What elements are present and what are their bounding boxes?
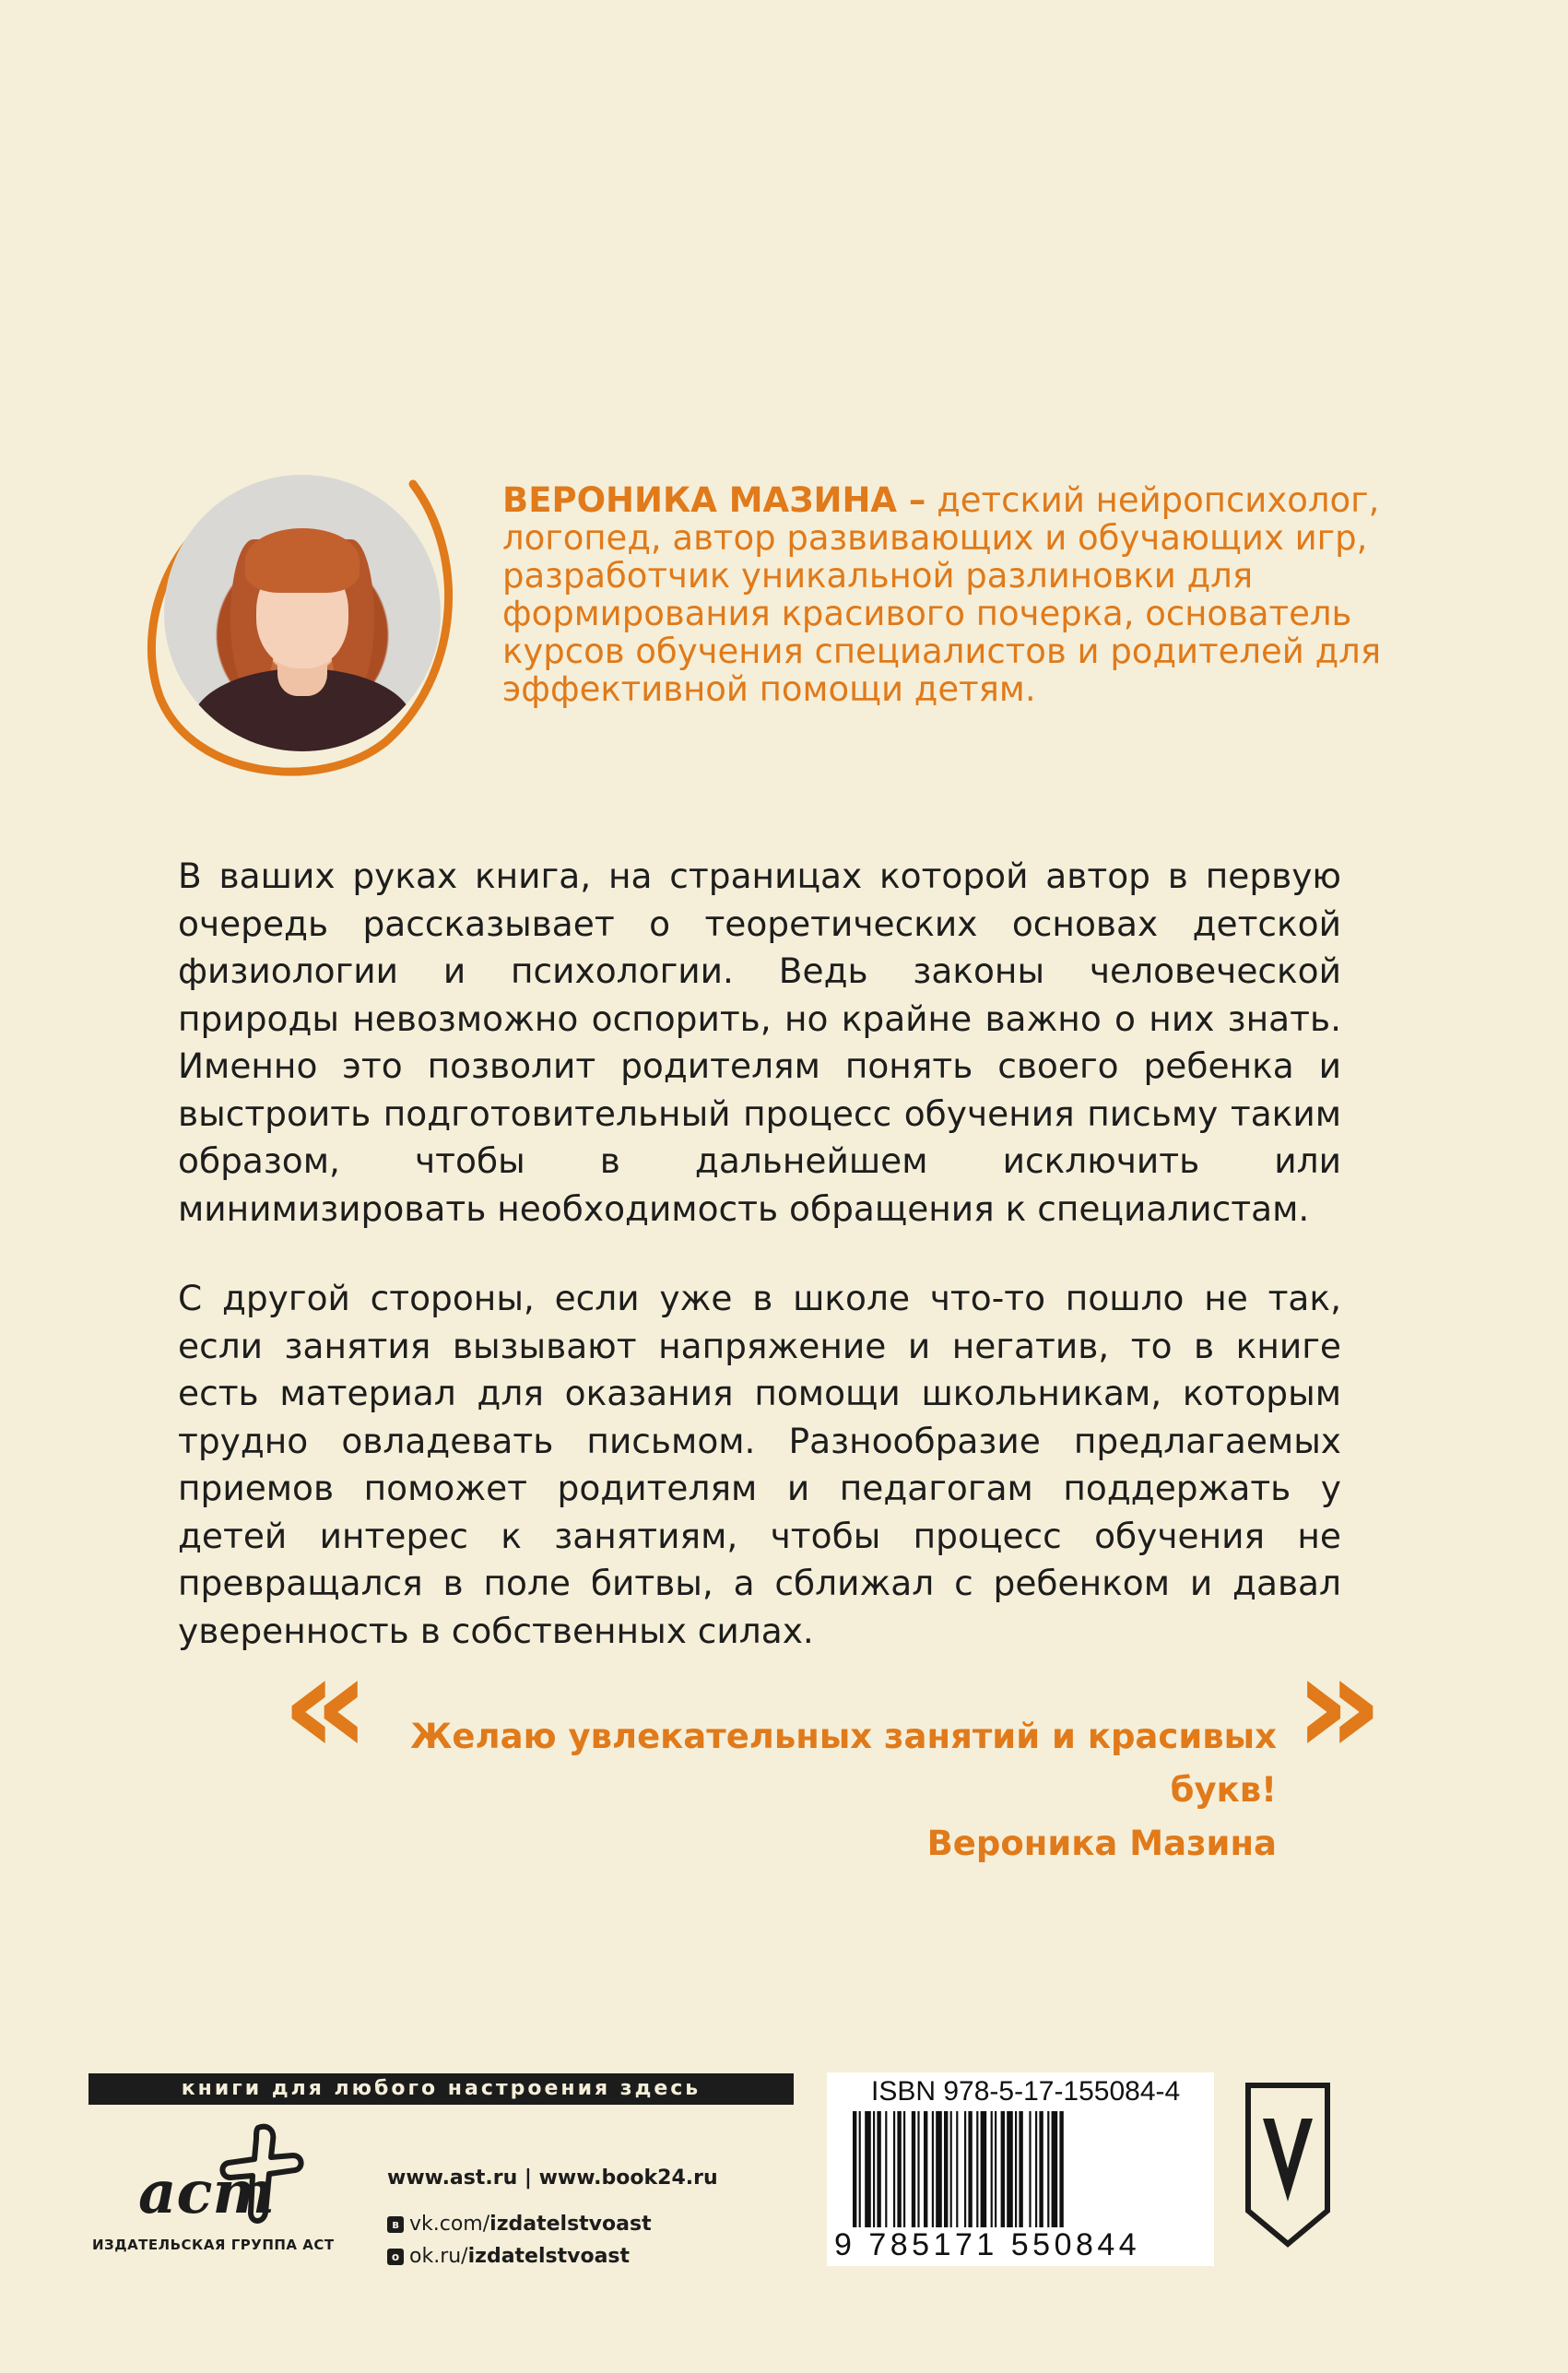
- author-portrait: [136, 466, 459, 779]
- barcode-digits: 9 785171 550844: [834, 2227, 1141, 2262]
- barcode-bar: [1039, 2111, 1043, 2227]
- barcode-bar: [873, 2111, 875, 2227]
- quote-close-mark: »: [1294, 1625, 1384, 1786]
- tagline-banner: книги для любого настроения здесь: [88, 2073, 794, 2105]
- quote-block: [355, 1710, 1277, 1871]
- barcode-bar: [995, 2111, 996, 2227]
- author-bio: [502, 481, 1387, 708]
- barcode-bar: [1007, 2111, 1013, 2227]
- website-links[interactable]: www.ast.ru | www.book24.ru: [387, 2166, 718, 2190]
- description-paragraph-2: С другой стороны, если уже в школе что-то пошло не так, если занятия вызывают напряжение и негатив, то в книге есть материал для оказания помощи школьникам, которым трудно овладевать письмом. Разнообразие предлагаемых приемов поможет родителям и педагогам поддержать у детей интерес к занятиям, чтобы процесс обучения не превращался в поле битвы, а сближал с ребенком и давал уверенность в собственных силах.: [178, 1278, 1341, 1651]
- barcode-bar: [924, 2111, 927, 2227]
- barcode-bar: [932, 2111, 934, 2227]
- ast-logo-text: аст: [138, 2158, 276, 2227]
- barcode-bar: [1035, 2111, 1037, 2227]
- barcode-bar: [1029, 2111, 1031, 2227]
- barcode-bar: [956, 2111, 958, 2227]
- vk-icon: в: [387, 2216, 404, 2233]
- barcode-bar: [1001, 2111, 1005, 2227]
- vk-link[interactable]: в vk.com/ izdatelstvoast: [387, 2213, 652, 2236]
- barcode-bar: [903, 2111, 905, 2227]
- barcode-bar: [944, 2111, 948, 2227]
- barcode-bar: [1015, 2111, 1017, 2227]
- barcode-bar: [912, 2111, 915, 2227]
- author-bio-text: детский нейропсихолог, логопед, автор развивающих и обучающих игр, разработчик уникальной разлиновки для формирования красивого почерка, основатель курсов обучения специалистов и родителей для эффективной помощи детям.: [502, 480, 1382, 709]
- barcode-bar: [859, 2111, 861, 2227]
- barcode-bar: [917, 2111, 919, 2227]
- barcode-bar: [950, 2111, 952, 2227]
- barcode-bar: [853, 2111, 856, 2227]
- ast-logo: [129, 2120, 313, 2231]
- barcode-bar: [1052, 2111, 1058, 2227]
- quote-text: Желаю увлекательных занятий и красивых букв!: [410, 1717, 1277, 1810]
- isbn-label: ISBN 978-5-17-155084-4: [871, 2076, 1181, 2107]
- barcode-bar: [865, 2111, 871, 2227]
- ok-link[interactable]: о ok.ru/ izdatelstvoast: [387, 2245, 630, 2268]
- author-name: ВЕРОНИКА МАЗИНА –: [502, 480, 926, 520]
- barcode-bar: [981, 2111, 987, 2227]
- barcode-bar: [1019, 2111, 1022, 2227]
- barcode-bar: [1047, 2111, 1049, 2227]
- isbn-barcode-box: [827, 2072, 1214, 2266]
- barcode-bar: [897, 2111, 901, 2227]
- description-paragraph-1: В ваших руках книга, на страницах которой автор в первую очередь рассказывает о теоретических основах детской физиологии и психологии. Ведь законы человеческой природы невозможно оспорить, но крайне важно о них знать. Именно это позволит родителям понять своего ребенка и выстроить подготовительный процесс обучения письму таким образом, чтобы в дальнейшем исключить или минимизировать необходимость обращения к специалистам.: [178, 856, 1341, 1229]
- quote-author: Вероника Мазина: [926, 1824, 1277, 1863]
- barcode-bar: [877, 2111, 880, 2227]
- barcode-bar: [991, 2111, 993, 2227]
- author-photo: [164, 475, 441, 751]
- quote-open-mark: «: [281, 1625, 371, 1786]
- v-logo: [1243, 2082, 1333, 2248]
- barcode-bar: [936, 2111, 942, 2227]
- barcode: [853, 2111, 1194, 2227]
- barcode-bar: [893, 2111, 895, 2227]
- barcode-bar: [885, 2111, 887, 2227]
- barcode-bar: [964, 2111, 966, 2227]
- barcode-bar: [976, 2111, 978, 2227]
- publisher-caption: ИЗДАТЕЛЬСКАЯ ГРУППА АСТ: [92, 2237, 335, 2253]
- barcode-bar: [1059, 2111, 1063, 2227]
- ok-icon: о: [387, 2249, 404, 2265]
- barcode-bar: [968, 2111, 972, 2227]
